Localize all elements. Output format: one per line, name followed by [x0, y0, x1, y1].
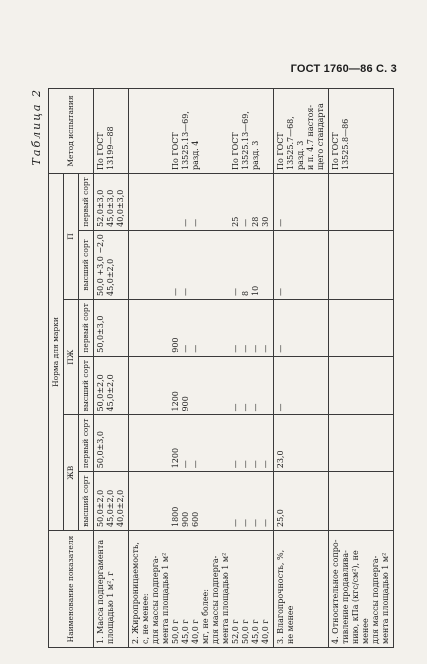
value-line	[211, 303, 221, 353]
method-cell	[129, 89, 274, 174]
value-line: —	[191, 344, 200, 353]
indicator-line: не менее	[286, 605, 295, 644]
value-line	[331, 418, 341, 468]
header-grade: первый сорт	[79, 299, 94, 356]
value-line: 40,0±2,0	[116, 489, 125, 527]
value-cell	[274, 472, 329, 531]
value-cell	[94, 356, 129, 415]
value-line	[331, 303, 341, 353]
method-line: 13525.7—68,	[286, 116, 295, 170]
indicator-line: 40,0 г	[191, 619, 200, 644]
value-line: 1800	[171, 506, 180, 527]
method-line	[131, 92, 141, 170]
indicator-line: для массы подперга-	[371, 555, 380, 644]
method-line	[151, 92, 161, 170]
value-line	[171, 177, 181, 227]
value-line	[151, 177, 161, 227]
indicator-cell	[329, 531, 394, 648]
value-line: 900	[181, 511, 190, 527]
value-line	[211, 360, 221, 412]
value-line	[211, 177, 221, 227]
value-cell	[129, 174, 274, 231]
value-cell	[274, 230, 329, 299]
value-line	[201, 418, 211, 468]
header-grade: первый сорт	[79, 415, 94, 472]
value-line: —	[251, 519, 260, 527]
value-cell	[94, 174, 129, 231]
value-line	[221, 303, 231, 353]
indicator-cell	[274, 531, 329, 648]
indicator-line: для массы подперга-	[151, 555, 160, 644]
indicator-line: 3. Влагопрочность, %,	[276, 549, 285, 644]
value-cell	[129, 230, 274, 299]
value-line	[151, 234, 161, 296]
value-line: 50,0±3,0	[96, 431, 105, 469]
value-line	[221, 360, 231, 412]
value-line: 50,0 +3,0 −2,0	[96, 234, 105, 296]
value-line	[331, 475, 341, 527]
method-line	[161, 92, 171, 170]
table-row	[329, 89, 394, 648]
header-grade: первый сорт	[79, 174, 94, 231]
value-line: 10	[251, 285, 260, 296]
value-line	[131, 475, 141, 527]
value-line	[161, 418, 171, 468]
value-cell	[329, 415, 394, 472]
value-line: —	[231, 344, 240, 353]
value-line	[141, 475, 151, 527]
value-line: 45,0±2,0	[106, 374, 115, 412]
method-line: 13525.13—69,	[181, 111, 190, 170]
value-cell	[274, 174, 329, 231]
value-line: —	[241, 344, 250, 353]
value-line: —	[241, 519, 250, 527]
header-method: Метод испытания	[49, 89, 94, 174]
value-cell	[329, 472, 394, 531]
value-cell	[94, 299, 129, 356]
value-line	[141, 418, 151, 468]
header-indicator: Наименование показателя	[49, 531, 94, 648]
value-line: —	[276, 287, 285, 296]
indicator-line: 4. Относительное сопро-	[331, 539, 340, 644]
value-line: —	[191, 460, 200, 469]
value-line: 30	[261, 216, 270, 227]
value-line	[211, 418, 221, 468]
value-line: —	[181, 287, 190, 296]
value-line	[161, 234, 171, 296]
method-line	[201, 92, 211, 170]
value-line	[161, 177, 171, 227]
value-line: —	[181, 344, 190, 353]
value-line: 1200	[171, 391, 180, 412]
header-grade: высший сорт	[79, 230, 94, 299]
header-grade: высший сорт	[79, 356, 94, 415]
indicator-line: с, не менее:	[141, 593, 150, 644]
rotated-table-block	[30, 88, 390, 648]
value-cell	[129, 415, 274, 472]
value-cell	[129, 356, 274, 415]
method-line: По ГОСТ	[96, 132, 105, 170]
value-cell	[329, 174, 394, 231]
indicator-line: 45,0 г	[181, 619, 190, 644]
value-line	[221, 475, 231, 527]
value-line: 1200	[171, 447, 180, 469]
value-line: 25,0	[276, 509, 285, 527]
value-cell	[329, 230, 394, 299]
indicator-line: мента площадью 1 м²	[161, 552, 170, 644]
value-line	[141, 360, 151, 412]
norms-table	[48, 88, 394, 648]
value-line: —	[251, 403, 260, 412]
value-line: —	[231, 460, 240, 469]
value-line	[161, 475, 171, 527]
value-line: —	[181, 460, 190, 469]
method-line: щего стандарта	[316, 103, 325, 170]
value-line	[151, 303, 161, 353]
indicator-cell	[94, 531, 129, 648]
value-line	[221, 418, 231, 468]
method-line: 13525.13—69,	[241, 111, 250, 170]
value-line: —	[171, 287, 180, 296]
value-cell	[329, 299, 394, 356]
method-cell	[274, 89, 329, 174]
value-line: —	[251, 344, 260, 353]
value-line: —	[261, 344, 270, 353]
method-line: По ГОСТ	[171, 132, 180, 170]
value-line: —	[276, 218, 285, 227]
value-line: —	[276, 403, 285, 412]
value-line: 45,0±2,0	[106, 489, 115, 527]
indicator-line: для массы подперга-	[211, 555, 220, 644]
method-line: По ГОСТ	[231, 132, 240, 170]
value-line	[161, 303, 171, 353]
method-line: разд. 3	[296, 140, 305, 170]
table-caption: Таблица 2	[30, 88, 43, 166]
value-line: 40,0±3,0	[116, 189, 125, 227]
value-line: —	[231, 287, 240, 296]
value-line: —	[231, 519, 240, 527]
value-line	[191, 234, 201, 296]
value-line	[201, 475, 211, 527]
value-line	[221, 177, 231, 227]
value-line	[221, 234, 231, 296]
value-line: 52,0±3,0	[96, 189, 105, 227]
value-line	[191, 360, 201, 412]
value-line: 900	[171, 337, 180, 353]
value-line	[141, 177, 151, 227]
value-line	[211, 475, 221, 527]
value-cell	[274, 356, 329, 415]
table-row	[129, 89, 274, 648]
value-line	[131, 234, 141, 296]
indicator-line: мг, не более:	[201, 589, 210, 644]
method-line: и п. 4.7 настоя-	[306, 104, 315, 170]
value-line	[261, 360, 271, 412]
method-line: По ГОСТ	[331, 132, 340, 170]
indicator-line: площадью 1 м², г	[106, 571, 115, 644]
method-cell	[94, 89, 129, 174]
value-line: 50,0±3,0	[96, 315, 105, 353]
value-line: —	[276, 344, 285, 353]
method-line	[141, 92, 151, 170]
method-line: разд. 3	[251, 140, 260, 170]
header-brand-zhv: ЖВ	[64, 415, 79, 531]
page-header: ГОСТ 1760—86 С. 3	[290, 63, 397, 75]
value-line	[131, 360, 141, 412]
indicator-line: мента площадью 1 м²	[221, 552, 230, 644]
value-line	[131, 303, 141, 353]
value-cell	[94, 230, 129, 299]
value-line: —	[191, 218, 200, 227]
value-cell	[94, 415, 129, 472]
method-cell	[329, 89, 394, 174]
value-cell	[274, 415, 329, 472]
method-line	[211, 92, 221, 170]
indicator-line: нию, кПа (кгс/см²), не	[351, 550, 360, 644]
value-line: —	[231, 403, 240, 412]
value-line: 45,0±2,0	[106, 258, 115, 296]
value-line: —	[241, 218, 250, 227]
value-line	[141, 303, 151, 353]
indicator-line: 2. Жиропроницаемость,	[131, 542, 140, 644]
indicator-line: мента площадью 1 м²	[381, 552, 390, 644]
indicator-line: менее	[361, 618, 370, 644]
method-line: 13525.8—86	[341, 118, 350, 170]
indicator-line: 40,0 г	[261, 619, 270, 644]
value-line	[201, 234, 211, 296]
value-line: —	[181, 218, 190, 227]
value-line	[201, 177, 211, 227]
value-cell	[274, 299, 329, 356]
value-line: 8	[241, 290, 250, 296]
value-line	[261, 234, 271, 296]
value-line	[211, 234, 221, 296]
indicator-line: 50,0 г	[171, 619, 180, 644]
value-line: 50,0±2,0	[96, 489, 105, 527]
value-line: 900	[181, 396, 190, 412]
value-line	[331, 177, 341, 227]
value-line	[151, 475, 161, 527]
value-line: 50,0±2,0	[96, 374, 105, 412]
table-row	[274, 89, 329, 648]
value-line	[131, 177, 141, 227]
indicator-cell	[129, 531, 274, 648]
header-brand-pzh: ПЖ	[64, 299, 79, 415]
value-line: —	[261, 519, 270, 527]
value-line: 45,0±3,0	[106, 189, 115, 227]
value-line	[131, 418, 141, 468]
table-row	[94, 89, 129, 648]
value-cell	[129, 299, 274, 356]
value-line	[331, 234, 341, 296]
value-line: —	[241, 403, 250, 412]
method-line: разд. 4	[191, 140, 200, 170]
value-line: —	[241, 460, 250, 469]
value-cell	[129, 472, 274, 531]
value-cell	[329, 356, 394, 415]
value-line: 23,0	[276, 450, 285, 469]
indicator-line: 45,0 г	[251, 619, 260, 644]
value-line	[151, 360, 161, 412]
method-line: 13199—88	[106, 126, 115, 170]
value-line: —	[261, 460, 270, 469]
value-line: 28	[251, 216, 260, 227]
header-brand-p: П	[64, 174, 79, 300]
indicator-line: 52,0 г	[231, 619, 240, 644]
value-cell	[94, 472, 129, 531]
value-line	[201, 303, 211, 353]
header-norm: Норма для марки	[49, 174, 64, 531]
indicator-line: 1. Масса подпергамента	[96, 539, 105, 644]
value-line	[141, 234, 151, 296]
value-line: —	[251, 460, 260, 469]
value-line	[331, 360, 341, 412]
value-line	[151, 418, 161, 468]
method-line	[221, 92, 231, 170]
value-line	[161, 360, 171, 412]
indicator-line: 50,0 г	[241, 619, 250, 644]
value-line: 600	[191, 511, 200, 527]
value-line: 25	[231, 216, 240, 227]
value-line	[201, 360, 211, 412]
header-grade: высший сорт	[79, 472, 94, 531]
method-line: По ГОСТ	[276, 132, 285, 170]
indicator-line: тивление продавлива-	[341, 550, 350, 644]
